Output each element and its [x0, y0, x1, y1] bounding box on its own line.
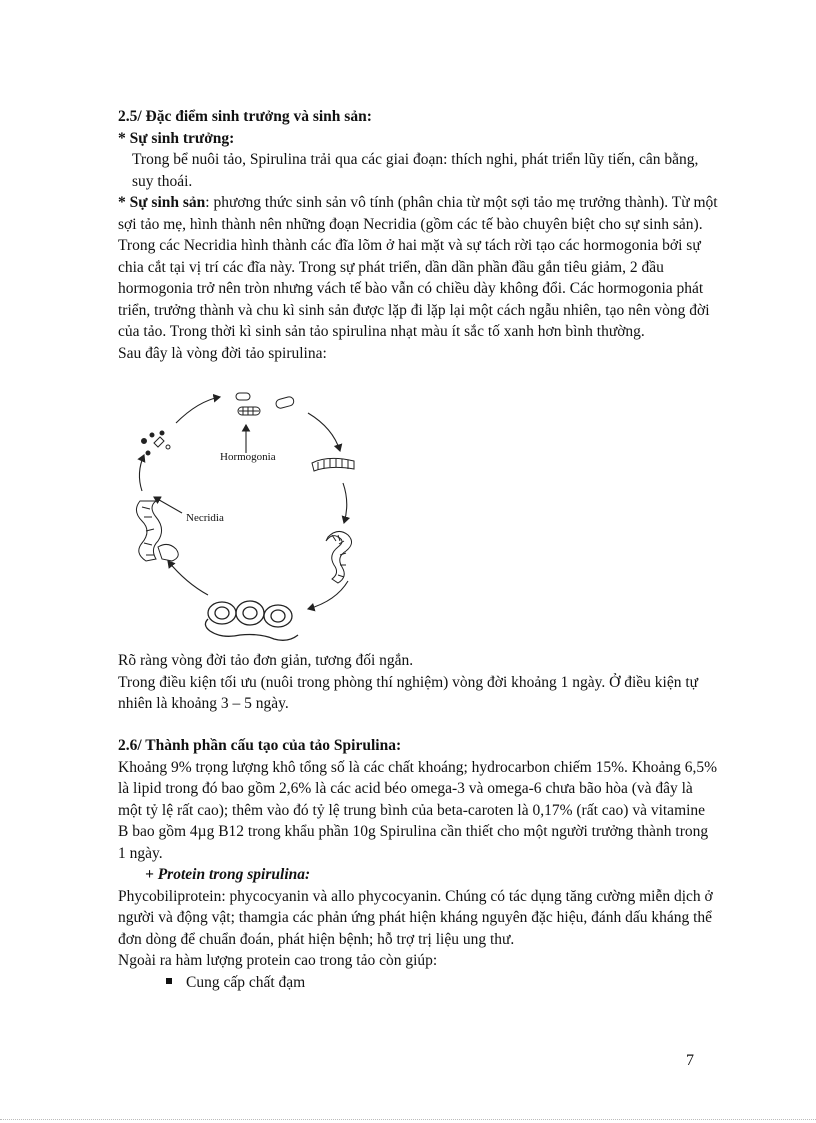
cycle-intro: Sau đây là vòng đời tảo spirulina:: [118, 344, 327, 362]
cycle-summary-line2: Trong điều kiện tối ưu (nuôi trong phòng thí nghiệm) vòng đời khoảng 1 ngày. Ở điều kiện tự nhiên là khoảng 3 – 5 ngày.: [118, 673, 699, 712]
hormogonia-cells: [236, 393, 295, 415]
protein-benefits-intro: Ngoài ra hàm lượng protein cao trong tảo còn giúp:: [118, 952, 438, 969]
cycle-arrow: [168, 561, 208, 595]
protein-heading: + Protein trong spirulina:: [145, 866, 311, 883]
growth-title: * Sự sinh trưởng:: [118, 129, 235, 147]
growth-text: Trong bể nuôi tảo, Spirulina trải qua các giai đoạn: thích nghi, phát triển lũy tiến, cân bằng, suy thoái.: [132, 151, 699, 190]
cycle-summary: [118, 650, 718, 715]
section-heading-2-6: 2.6/ Thành phần cấu tạo của tảo Spirulina:: [118, 737, 402, 754]
reproduction-title: * Sự sinh sản: [118, 194, 206, 211]
page-bottom-divider: [0, 1119, 816, 1120]
section-2-5: [118, 106, 718, 364]
cycle-summary-line1: Rõ ràng vòng đời tảo đơn giản, tương đối ngắn.: [118, 652, 414, 669]
necridia-pointer: [154, 497, 182, 513]
growing-filament: [312, 458, 354, 471]
page-number: 7: [686, 1052, 694, 1069]
life-cycle-diagram: [118, 383, 378, 645]
necridia-label: Necridia: [186, 512, 224, 524]
phycobiliprotein-paragraph: Phycobiliprotein: phycocyanin và allo phycocyanin. Chúng có tác dụng tăng cường miễn dịch ở người và động vật; thamgia các phản ứng phát hiện kháng nguyên đặc hiệu, đánh dấu kháng thể đơn dòng để chuẩn đoán, phát hiện bệnh; hỗ trợ trị liệu ung thư.: [118, 887, 713, 948]
spiral-filament: [326, 531, 352, 583]
coiled-filament: [205, 601, 298, 640]
reproduction-text: : phương thức sinh sản vô tính (phân chia từ một sợi tảo mẹ trưởng thành). Từ một sợi tảo mẹ, hình thành nên những đoạn Necridia (gồm các tế bào chuyên biệt cho sự sinh sản). Trong các Necridia hình thành các đĩa lõm ở hai mặt và sự tách rời tạo các hormogonia bởi sự chia cắt tại vị trí các đĩa này. Trong sự phát triển, dần dần phần đầu gắn tiêu giảm, 2 đầu hormogonia trở nên tròn nhưng vách tế bào vẫn có chiều dày không đổi. Các hormogonia phát triển, trưởng thành và chu kì sinh sản được lặp đi lặp lại một cách ngẫu nhiên, tạo nên vòng đời của tảo. Trong thời kì sinh sản tảo spirulina nhạt màu ít sắc tố xanh hơn bình thường.: [118, 194, 718, 340]
cycle-arrow: [308, 413, 340, 451]
necridia-filament: [136, 501, 178, 561]
section-2-6: [118, 735, 718, 993]
cycle-arrow: [343, 483, 347, 523]
bullet-item: [118, 972, 718, 994]
cycle-arrow: [308, 581, 348, 609]
reproduction-paragraph: [118, 192, 718, 343]
hormogonia-label: Hormogonia: [220, 451, 276, 463]
fragments: [142, 431, 171, 455]
cycle-arrow: [176, 397, 220, 423]
section-heading-2-5: 2.5/ Đặc điểm sinh trưởng và sinh sản:: [118, 108, 372, 125]
cycle-arrow: [139, 455, 144, 491]
composition-paragraph: Khoảng 9% trọng lượng khô tổng số là các chất khoáng; hydrocarbon chiếm 15%. Khoảng 6,5% là lipid trong đó bao gồm 2,6% là các acid béo omega-3 và omega-6 chưa bão hòa (và đây là một tỷ lệ rất cao); thêm vào đó tỷ lệ trung bình của beta-caroten là 0,17% (rất cao) và vitamine B bao gồm 4µg B12 trong khẩu phần 10g Spirulina cần thiết cho một người trưởng thành trong 1 ngày.: [118, 758, 717, 862]
bullet-item-text: Cung cấp chất đạm: [186, 973, 306, 991]
bullet-square-icon: [166, 978, 172, 984]
